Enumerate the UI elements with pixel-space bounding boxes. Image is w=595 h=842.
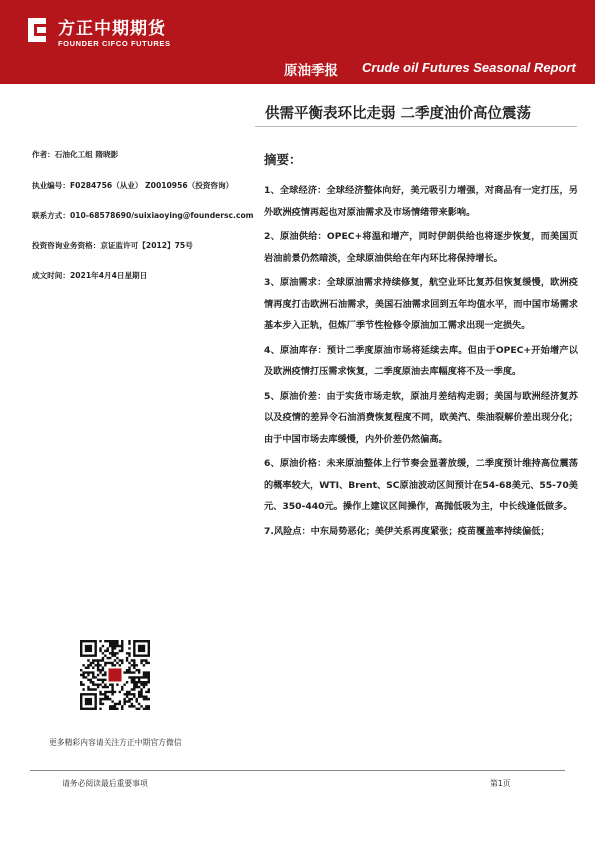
company-name-cn: 方正中期期货 — [58, 19, 166, 39]
summary-heading: 摘要： — [264, 152, 302, 167]
footer-divider — [30, 770, 565, 771]
company-name-en: FOUNDER CIFCO FUTURES — [58, 39, 171, 48]
header-banner — [0, 0, 595, 84]
date-line: 成文时间：2021年4月4日星期日 — [32, 271, 148, 280]
author-line: 作者：石油化工组 隋晓影 — [32, 150, 119, 159]
title-divider — [255, 126, 577, 127]
summary-list — [264, 180, 578, 545]
page-number: 第1页 — [490, 779, 511, 788]
qr-caption: 更多精彩内容请关注方正中期官方微信 — [49, 738, 182, 747]
contact-line[interactable]: 联系方式：010-68578690/suixiaoying@foundersc.com — [32, 211, 254, 220]
company-logo-icon — [24, 15, 50, 45]
summary-item: 7.风险点：中东局势恶化；美伊关系再度紧张；疫苗覆盖率持续偏低； — [264, 525, 550, 537]
footer-disclaimer: 请务必阅读最后重要事项 — [62, 779, 148, 788]
page-title: 供需平衡表环比走弱 二季度油价高位震荡 — [265, 106, 532, 122]
summary-item: 5、原油价差：由于实货市场走软，原油月差结构走弱；美国与欧洲经济复苏以及疫情的差异令石油消费恢复程度不同，欧美汽、柴油裂解价差出现分化；由于中国市场去库缓慢，内外价差仍然偏高。 — [264, 390, 578, 445]
qualification-line: 投资咨询业务资格：京证监许可【2012】75号 — [32, 241, 193, 250]
summary-item: 3、原油需求：全球原油需求持续修复，航空业环比复苏但恢复缓慢，欧洲疫情再度打击欧洲石油需求，美国石油需求回到五年均值水平，而中国市场需求基本步入正轨，但炼厂季节性检修令原油加工需求出现一定损失。 — [264, 277, 578, 331]
summary-item: 2、原油供给：OPEC+将温和增产，同时伊朗供给也将逐步恢复，而美国页岩油前景仍然暗淡，全球原油供给在年内环比将保持增长。 — [264, 231, 578, 264]
report-type-en: Crude oil Futures Seasonal Report — [362, 60, 576, 75]
report-type-cn: 原油季报 — [284, 63, 338, 79]
summary-item: 4、原油库存：预计二季度原油市场将延续去库。但由于OPEC+开始增产以及欧洲疫情打压需求恢复，二季度原油去库幅度将不及一季度。 — [264, 344, 578, 377]
wechat-qr-code-icon[interactable] — [80, 640, 150, 710]
license-line: 执业编号：F0284756（从业） Z0010956（投资咨询） — [32, 181, 234, 190]
summary-item: 6、原油价格：未来原油整体上行节奏会显著放缓，二季度预计维持高位震荡的概率较大，WTI、Brent、SC原油波动区间预计在54-68美元、55-70美元、350-440元。操作上建议区间操作，高抛低吸为主，中长线逢低做多。 — [264, 458, 578, 512]
summary-item: 1、全球经济：全球经济整体向好，美元吸引力增强，对商品有一定打压，另外欧洲疫情再起也对原油需求及市场情绪带来影响。 — [264, 185, 578, 218]
